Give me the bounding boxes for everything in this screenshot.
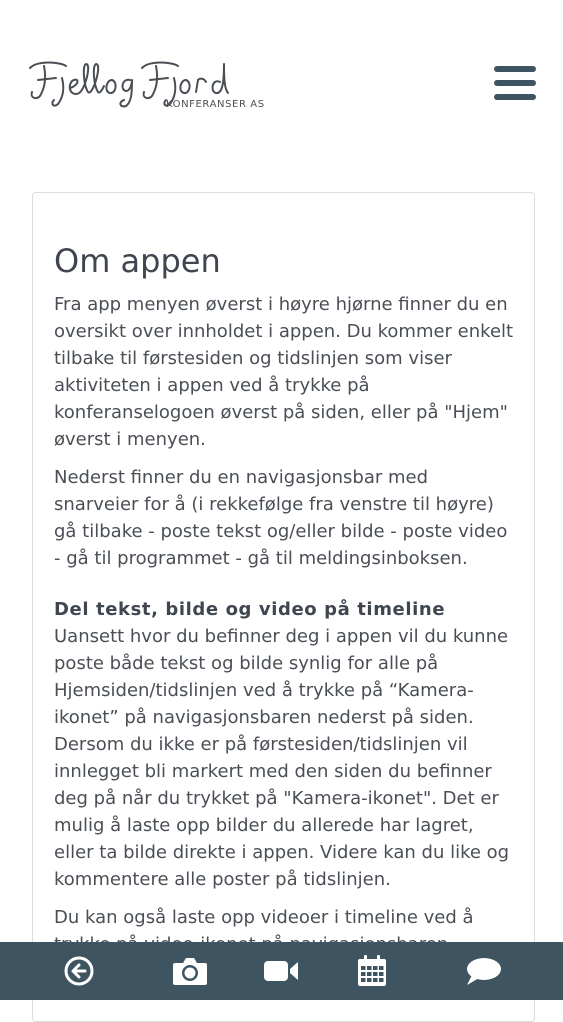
chat-bubble-icon	[464, 955, 502, 987]
page-title: Om appen	[54, 242, 221, 280]
hamburger-menu-icon[interactable]	[494, 66, 536, 102]
logo-subtitle: KONFERANSER AS	[166, 99, 265, 110]
section-paragraph: Uansett hvor du befinner deg i appen vil du kunne poste både tekst og bilde synlig for alle på Hjemsiden/tidslinjen ved å trykke på “Kamera-ikonet” på navigasjonsbaren nederst på siden. Dersom du ikke er på førstesiden/tidslinjen vil innlegget bli markert med den siden du befinner deg på når du trykket på "Kamera-ikonet". Det er mulig å laste opp bilder du allerede har lagret, eller ta bilde direkte i appen. Videre kan du like og kommentere alle poster på tidslinjen.	[54, 626, 510, 890]
menu-bar	[494, 66, 536, 72]
calendar-icon	[356, 954, 388, 988]
card-content	[54, 239, 516, 996]
menu-bar	[494, 94, 536, 100]
video-camera-icon	[262, 957, 300, 985]
camera-icon	[171, 955, 209, 987]
bottom-navigation-bar	[0, 942, 563, 1000]
nav-messages-button[interactable]	[446, 942, 520, 1000]
app-header	[0, 0, 563, 180]
conference-logo[interactable]	[26, 56, 276, 116]
section-heading: Del tekst, bilde og video på timeline	[54, 599, 446, 620]
nav-program-button[interactable]	[335, 942, 409, 1000]
nav-back-button[interactable]	[42, 942, 116, 1000]
navigation-paragraph: Nederst finner du en navigasjonsbar med snarveier for å (i rekkefølge fra venstre til høyre) gå tilbake - poste tekst og/eller bilde - poste video - gå til programmet - gå til meldingsinboksen.	[54, 467, 508, 569]
content-card	[32, 192, 535, 1022]
nav-camera-button[interactable]	[153, 942, 227, 1000]
intro-paragraph: Fra app menyen øverst i høyre hjørne finner du en oversikt over innholdet i appen. Du kommer enkelt tilbake til førstesiden og tidslinjen som viser aktiviteten i appen ved å trykke på konferanselogoen øverst på siden, eller på "Hjem" øverst i menyen.	[54, 294, 514, 450]
section-paragraph: Du kan også laste opp videoer i timeline ved å	[54, 907, 474, 928]
menu-bar	[494, 80, 536, 86]
nav-video-button[interactable]	[244, 942, 318, 1000]
back-arrow-circle-icon	[63, 955, 95, 987]
